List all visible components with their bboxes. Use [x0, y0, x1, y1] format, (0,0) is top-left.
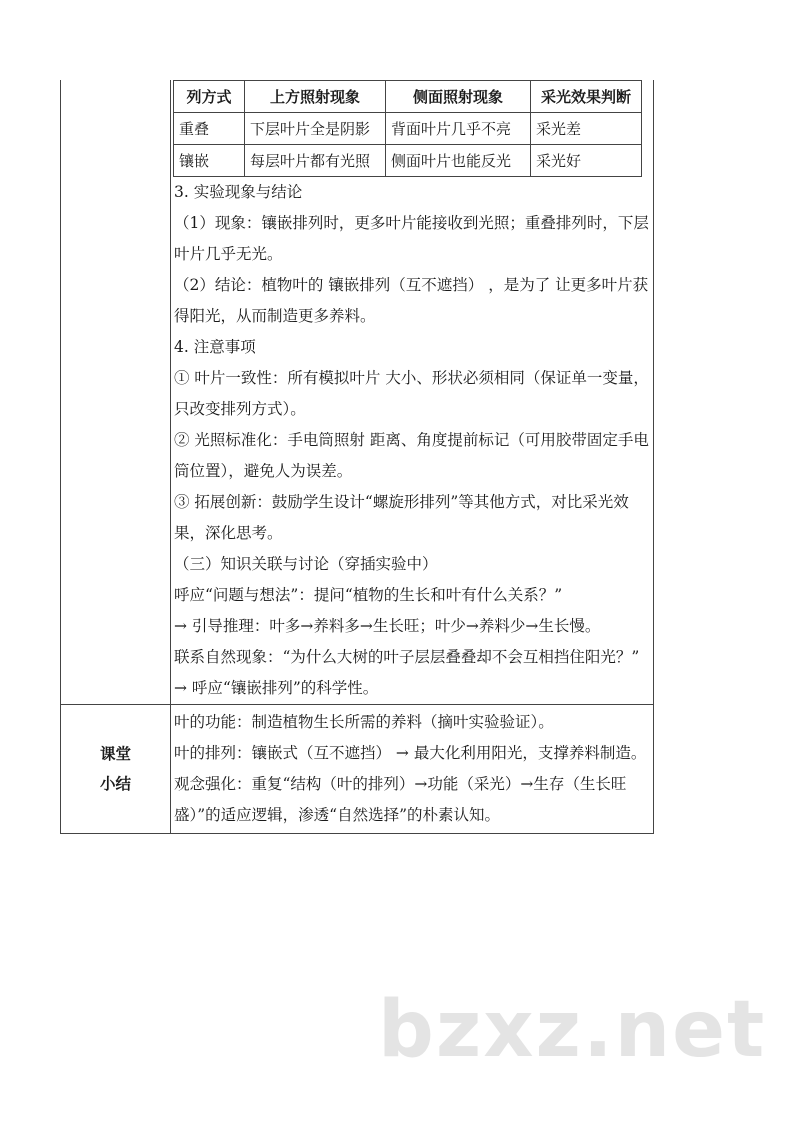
paragraph: ② 光照标准化：手电筒照射 距离、角度提前标记（可用胶带固定手电筒位置），避免人为误差。 — [174, 431, 649, 480]
summary-content — [171, 705, 653, 833]
paragraph: （1）现象：镶嵌排列时，更多叶片能接收到光照；重叠排列时，下层叶片几乎无光。 — [174, 214, 649, 263]
paragraph: 联系自然现象：“为什么大树的叶子层层叠叠却不会互相挡住阳光？” — [174, 648, 640, 666]
summary-row — [61, 704, 653, 833]
table-header-row — [174, 81, 642, 113]
table-row — [174, 113, 642, 145]
table-cell: 采光差 — [531, 113, 642, 145]
table-cell: 下层叶片全是阴影 — [245, 113, 386, 145]
paragraph: 叶的功能：制造植物生长所需的养料（摘叶实验验证）。 — [174, 713, 554, 731]
watermark-logo: bzxz.net — [378, 985, 767, 1075]
placement-comparison-table — [173, 80, 642, 177]
table-cell: 镶嵌 — [174, 145, 245, 177]
process-content — [171, 80, 653, 704]
paragraph: ③ 拓展创新：鼓励学生设计“螺旋形排列”等其他方式，对比采光效果，深化思考。 — [174, 493, 629, 542]
section-heading: 4. 注意事项 — [174, 338, 256, 356]
table-cell: 侧面叶片也能反光 — [386, 145, 531, 177]
table-cell: 采光好 — [531, 145, 642, 177]
paragraph: （2）结论：植物叶的 镶嵌排列（互不遮挡） ，是为了 让更多叶片获得阳光，从而制造更多养料。 — [174, 276, 649, 325]
lesson-table — [60, 80, 654, 834]
paragraph: 呼应“问题与想法”：提问“植物的生长和叶有什么关系？” — [174, 586, 563, 604]
table-row — [174, 145, 642, 177]
column-header: 采光效果判断 — [531, 81, 642, 113]
process-label-cell — [61, 80, 171, 704]
paragraph: ① 叶片一致性：所有模拟叶片 大小、形状必须相同（保证单一变量，只改变排列方式）。 — [174, 369, 649, 418]
section-heading: （三）知识关联与讨论（穿插实验中） — [174, 555, 438, 573]
column-header: 列方式 — [174, 81, 245, 113]
paragraph: 叶的排列：镶嵌式（互不遮挡） → 最大化利用阳光，支撑养料制造。 — [174, 744, 647, 762]
column-header: 上方照射现象 — [245, 81, 386, 113]
summary-label: 课堂 — [99, 745, 131, 763]
summary-label-cell — [61, 705, 171, 833]
process-row — [61, 80, 653, 704]
column-header: 侧面照射现象 — [386, 81, 531, 113]
paragraph: → 呼应“镶嵌排列”的科学性。 — [174, 679, 379, 697]
paragraph: → 引导推理：叶多→养料多→生长旺；叶少→养料少→生长慢。 — [174, 617, 601, 635]
table-cell: 重叠 — [174, 113, 245, 145]
section-heading: 3. 实验现象与结论 — [174, 183, 303, 201]
summary-label: 小结 — [99, 775, 131, 793]
table-cell: 背面叶片几乎不亮 — [386, 113, 531, 145]
table-cell: 每层叶片都有光照 — [245, 145, 386, 177]
paragraph: 观念强化：重复“结构（叶的排列）→功能（采光）→生存（生长旺盛）”的适应逻辑，渗透“自然选择”的朴素认知。 — [174, 775, 627, 824]
